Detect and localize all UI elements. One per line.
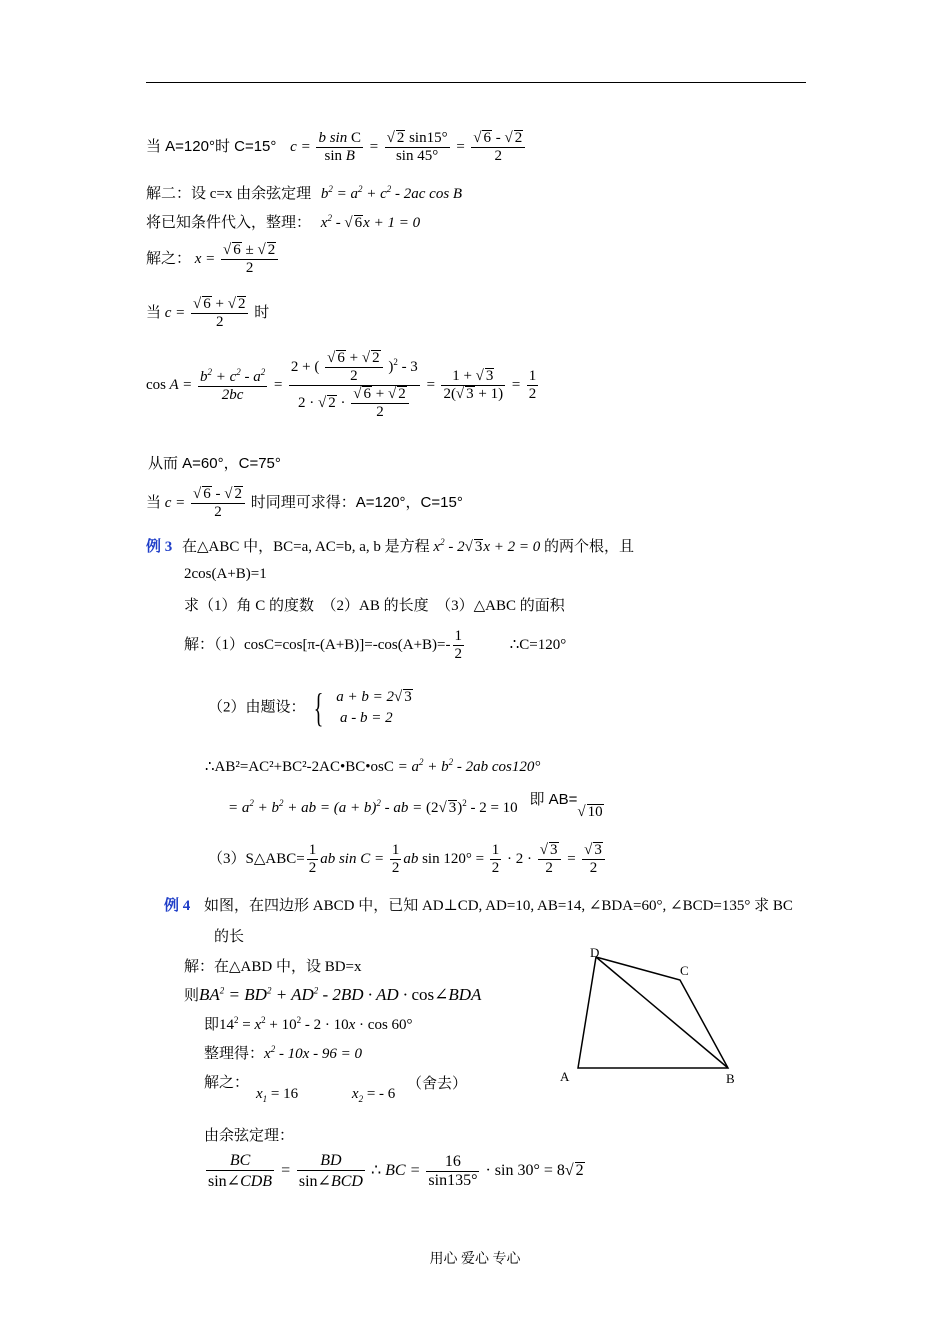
ex4-s2 [184, 984, 481, 1005]
ex3-ab-calc [228, 791, 604, 820]
quad-outline [578, 957, 728, 1068]
line-solution-two [146, 182, 462, 203]
ex4-s5 [204, 1071, 249, 1092]
ex4-s4 [204, 1042, 362, 1063]
ex4-intro-2: 的长 [214, 929, 245, 945]
ex4-s6: 由余弦定理： [204, 1128, 295, 1144]
line-cosA [146, 350, 540, 421]
ex3-ab-label: 即 AB= [529, 791, 578, 808]
line-when-c-minus-prefix: 当 [146, 494, 162, 511]
line-a120 [146, 130, 527, 165]
formula-ab2-cos: = $a^2 + b^2 - 2ab$ cos120° [397, 757, 541, 775]
ex3-sol2-text: （2）由题设： [208, 699, 306, 716]
formula-area: $\frac{1}{2}$ ab sin C = $\frac{1}{2}$ ab sin 120° = $\frac{1}{2}$ · 2 · $\frac{√ 3}{2}$ = $\frac{√ 3}{2}$ [305, 851, 607, 867]
ex3-intro-end: 的两个根，且 [543, 539, 634, 555]
ex4-intro: 如图，在四边形 ABCD 中，已知 AD⊥CD, AD=10, AB=14, ∠BDA=60°, ∠BCD=135° 求 BC [204, 898, 793, 914]
formula-roots: x = $\frac{√ 6 \pm √ 2}{2}$ [195, 251, 280, 267]
line-a120-prefix: 当 A=120°时 C=15° [146, 137, 277, 155]
ex4-final [204, 1152, 585, 1191]
ex3-sol2 [208, 685, 417, 730]
ex3-equation: $x^2 - 2√$ 3x + 2 = 0 [433, 537, 541, 555]
formula-c-sin: c = $\frac{\text{b sin C}}{\text{sin B}}$ = $\frac{√ 2 \sin 15^\circ}{\sin 45^\circ}$ = $\frac{√ 6 - √ 2}{2}$ [290, 139, 527, 155]
formula-ba2: $BA^2 = BD^2 + AD^2 - 2BD$ · AD · cos∠BDA [199, 985, 482, 1004]
line-solve-text: 解之： [146, 250, 192, 267]
ex3-question: 求（1）角 C 的度数 （2）AB 的长度 （3）△ABC 的面积 [184, 598, 565, 614]
ex3-sol1-result: ∴C=120° [509, 636, 567, 653]
line-when-c-minus [146, 486, 463, 521]
brace-icon: { [314, 685, 324, 730]
line-when-c-prefix: 当 [146, 304, 162, 321]
ex3-ab-squared-text: ∴AB²=AC²+BC²-2AC•BC•osC [205, 759, 394, 775]
ex4-s5-text: 解之： [204, 1075, 250, 1091]
formula-x2: $x_2$ = - 6 [351, 1086, 396, 1104]
formula-c-value: c = $\frac{√ 6 + √ 2}{2}$ [165, 305, 254, 321]
line-substitute-text: 将已知条件代入，整理： [146, 215, 312, 231]
vertex-b: B [726, 1071, 735, 1086]
vertex-a: A [560, 1069, 570, 1084]
diagonal-bd [596, 957, 728, 1068]
ex3-label: 例 3 [146, 539, 173, 555]
formula-quad2: $x^2 - 10x - 96 = 0$ [264, 1044, 362, 1062]
ex4-intro-line [164, 894, 793, 915]
ex3-system: a + b = 2√ 3 a - b = 2 [336, 689, 412, 726]
formula-c-minus: c = $\frac{√ 6 - √ 2}{2}$ [165, 495, 251, 511]
formula-sqrt10: √ 10 [577, 804, 603, 820]
formula-quadratic: $x^2$ - √ 6x + 1 = 0 [320, 213, 421, 231]
formula-14sq: $14^2 = x^2 + 10^2 - 2 \cdot 10x \cdot \cos 60^\circ$ [219, 1015, 413, 1033]
ex3-half: $\frac{1}{2}$ [454, 628, 462, 662]
formula-cosine-law: $b^2 = a^2 + c^2 - 2ac$ cos B [320, 184, 463, 202]
line-a60: 从而 A=60°，C=75° [148, 455, 281, 472]
page-footer: 用心 爱心 专心 [429, 1252, 521, 1267]
formula-sine-law: $\frac{BC}{\text{sin∠CDB}}$ = $\frac{BD}{\text{sin∠BCD}}$ ∴ BC = $\frac{16}{\sin 135^\circ}$ · sin 30° = 8√ 2 [208, 1152, 584, 1190]
quadrilateral-diagram [550, 945, 750, 1090]
ex3-sol1-text: 解：（1）cosC=cos[π-(A+B)]=-cos(A+B)=- [184, 636, 451, 653]
vertex-c: C [680, 963, 689, 978]
ex4-s1: 解：在△ABD 中，设 BD=x [184, 959, 362, 975]
ex3-sol1 [184, 628, 566, 663]
formula-ab2-value: = $a^2 + b^2$ + ab = $(a + b)^2$ - ab = (2√ 3)$^2$ - 2 = 10 [228, 798, 518, 816]
ex4-s4-text: 整理得： [204, 1046, 265, 1062]
line-when-c-minus-suffix: 时同理可求得：A=120°，C=15° [250, 493, 463, 511]
header-rule [146, 82, 806, 83]
ex4-roots [256, 1076, 468, 1104]
formula-x1: $x_1 = 16$ [256, 1086, 299, 1104]
ex3-sol3-text: （3）S△ABC= [208, 850, 305, 867]
vertex-d: D [590, 945, 600, 960]
line-solve [146, 242, 280, 277]
ex4-s3 [204, 1013, 413, 1034]
ex3-intro-line [146, 535, 634, 556]
ex4-reject: （舍去） [407, 1076, 468, 1092]
line-when-c [146, 296, 269, 331]
formula-cosA: cos A = $\frac{b^2 + c^2 - a^2}{2bc}$ = 2 + ( $\frac{√ 6 + √ 2}{2}$ )$^2$ - 3 2 · √ 2 · $\frac{√ 6 + √ 2}{2}$ = $\frac{1 + √ 3}{2(√ 3 + 1)}$ = $\frac{1}{2}$ [146, 350, 537, 420]
ex4-label: 例 4 [164, 898, 191, 914]
line-solution-two-text: 解二：设 c=x 由余弦定理 [146, 186, 312, 202]
ex4-s2-text: 则 [184, 988, 200, 1004]
ex4-s3-text: 即 [204, 1017, 220, 1033]
ex3-condition: 2cos(A+B)=1 [184, 566, 267, 582]
ex3-sol3 [208, 842, 607, 877]
line-substitute [146, 211, 420, 232]
ex3-intro: 在△ABC 中，BC=a, AC=b, a, b 是方程 [182, 539, 430, 555]
line-when-c-suffix: 时 [254, 304, 270, 321]
ex3-ab-squared [205, 757, 540, 776]
